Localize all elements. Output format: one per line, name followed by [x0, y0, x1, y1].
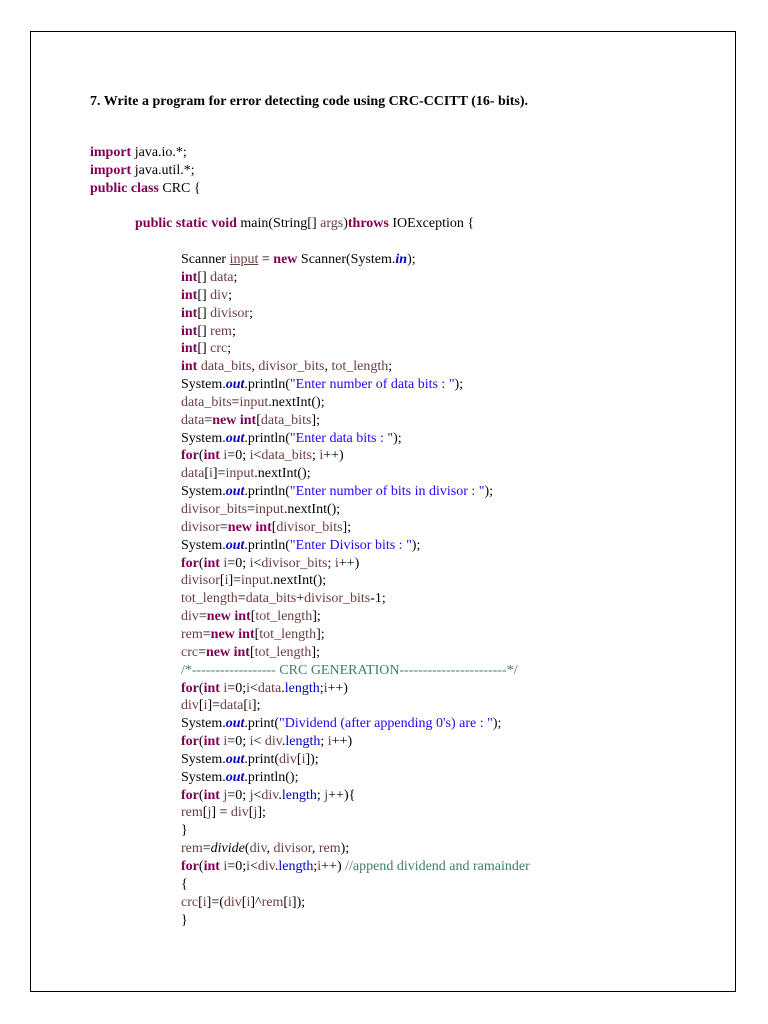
- code-token: for: [181, 734, 199, 749]
- code-token: }: [181, 913, 188, 928]
- code-token: );: [407, 252, 416, 267]
- code-token: i: [317, 859, 322, 874]
- code-token: [: [248, 805, 254, 820]
- code-token: =0;: [227, 859, 247, 874]
- code-token: div: [264, 734, 282, 749]
- code-token: div: [261, 788, 279, 803]
- code-token: [: [219, 573, 225, 588]
- code-token: int: [203, 734, 220, 749]
- code-token: System.: [181, 377, 226, 392]
- code-token: i: [223, 681, 228, 696]
- code-token: IOException {: [388, 216, 475, 231]
- code-token: (: [198, 859, 204, 874]
- code-line: [181, 876, 188, 894]
- code-token: main(String[]: [236, 216, 321, 231]
- code-token: -1;: [370, 591, 386, 606]
- code-line: [181, 555, 359, 573]
- code-token: throws: [347, 216, 389, 231]
- code-token: new int: [227, 520, 272, 535]
- code-token: i: [202, 895, 207, 910]
- code-line: [181, 644, 320, 662]
- code-line: [181, 430, 402, 448]
- code-token: ];: [311, 413, 320, 428]
- code-token: i: [223, 556, 228, 571]
- code-line: [181, 769, 298, 787]
- code-token: i: [209, 466, 213, 481]
- code-token: div: [279, 752, 297, 767]
- code-token: divisor_bits: [258, 359, 325, 374]
- code-token: );: [340, 841, 350, 856]
- code-token: [: [250, 609, 256, 624]
- code-token: System.: [181, 770, 226, 785]
- code-line: [181, 608, 321, 626]
- code-token: input: [225, 466, 255, 481]
- code-token: .println(: [244, 538, 290, 553]
- code-token: public static void: [135, 216, 237, 231]
- code-token: i: [246, 895, 251, 910]
- code-line: [135, 215, 474, 233]
- code-token: div: [249, 841, 267, 856]
- code-token: .: [274, 859, 279, 874]
- code-token: ]=: [207, 698, 221, 713]
- code-token: i: [224, 573, 229, 588]
- code-token: divisor_bits: [261, 556, 328, 571]
- code-token: System.: [181, 716, 226, 731]
- code-token: data_bits: [245, 591, 297, 606]
- code-token: .print(: [244, 752, 280, 767]
- code-token: j: [253, 805, 258, 820]
- code-token: for: [181, 556, 199, 571]
- code-token: []: [197, 288, 211, 303]
- code-token: "Enter number of data bits : ": [289, 377, 455, 392]
- code-token: [: [243, 698, 249, 713]
- code-token: new: [273, 252, 298, 267]
- code-token: System.: [181, 538, 226, 553]
- code-token: div: [223, 895, 242, 910]
- code-token: tot_length: [255, 609, 313, 624]
- code-line: [90, 180, 201, 198]
- code-token: =: [198, 609, 207, 624]
- code-token: =0;: [227, 734, 250, 749]
- code-token: rem: [181, 805, 203, 820]
- code-token: new int: [206, 609, 251, 624]
- code-token: ,: [266, 841, 274, 856]
- code-token: data: [210, 270, 234, 285]
- code-token: =: [247, 502, 256, 517]
- code-token: ++): [338, 556, 360, 571]
- code-token: i: [288, 895, 292, 910]
- code-line: [181, 305, 253, 323]
- code-token: +: [296, 591, 305, 606]
- code-token: new int: [210, 627, 255, 642]
- code-token: divisor_bits: [304, 591, 371, 606]
- code-token: .println();: [244, 770, 299, 785]
- code-token: new int: [206, 645, 250, 660]
- code-line: [90, 162, 195, 180]
- code-token: data: [181, 413, 205, 428]
- code-token: (: [198, 734, 204, 749]
- code-token: divisor: [181, 520, 220, 535]
- code-line: [181, 751, 319, 769]
- code-token: []: [197, 341, 211, 356]
- code-token: out: [225, 484, 245, 499]
- code-token: ] =: [211, 805, 231, 820]
- code-token: div: [181, 698, 199, 713]
- code-token: ];: [312, 609, 321, 624]
- code-token: input: [241, 573, 270, 588]
- code-token: i: [223, 859, 228, 874]
- code-token: out: [225, 431, 245, 446]
- code-token: data: [257, 681, 282, 696]
- code-line: [181, 680, 348, 698]
- code-token: ];: [316, 627, 325, 642]
- code-line: [181, 269, 237, 287]
- code-token: .println(: [244, 431, 290, 446]
- code-token: ;: [313, 859, 318, 874]
- code-line: [181, 251, 416, 269]
- code-token: j: [324, 788, 329, 803]
- code-token: );: [411, 538, 421, 553]
- code-line: [181, 519, 351, 537]
- code-token: args: [320, 216, 344, 231]
- code-token: int: [181, 270, 198, 285]
- code-token: data: [181, 466, 205, 481]
- code-line: [181, 537, 420, 555]
- code-token: ++): [323, 448, 344, 463]
- code-line: [181, 840, 349, 858]
- code-token: crc: [181, 895, 199, 910]
- code-token: crc: [210, 341, 228, 356]
- code-token: tot_length: [254, 645, 312, 660]
- code-line: [181, 323, 236, 341]
- code-token: .: [281, 681, 285, 696]
- code-token: length: [284, 681, 320, 696]
- code-line: [181, 501, 340, 519]
- code-token: ;: [388, 359, 393, 374]
- code-token: //append dividend and ramainder: [345, 859, 530, 874]
- code-token: data_bits: [181, 395, 232, 410]
- code-token: );: [484, 484, 494, 499]
- code-token: (: [198, 788, 204, 803]
- code-token: ];: [342, 520, 352, 535]
- code-token: divisor_bits: [181, 502, 248, 517]
- code-token: div: [230, 805, 249, 820]
- code-token: ): [343, 216, 348, 231]
- code-line: [181, 465, 311, 483]
- code-token: ++): [327, 681, 348, 696]
- code-line: [181, 340, 231, 358]
- code-token: i: [327, 734, 332, 749]
- code-token: (: [198, 448, 204, 463]
- code-token: "Enter Divisor bits : ": [289, 538, 412, 553]
- code-line: [181, 483, 493, 501]
- code-line: [181, 358, 392, 376]
- code-token: input: [239, 395, 269, 410]
- code-token: System.: [181, 484, 226, 499]
- code-token: data_bits: [200, 359, 252, 374]
- code-token: j: [249, 788, 254, 803]
- code-token: int: [203, 556, 220, 571]
- code-line: [181, 697, 260, 715]
- code-token: ;: [227, 341, 232, 356]
- code-line: [181, 733, 352, 751]
- code-token: =: [258, 252, 274, 267]
- code-token: =: [204, 413, 213, 428]
- code-token: [: [254, 627, 260, 642]
- document-title: 7. Write a program for error detecting code using CRC-CCITT (16- bits).: [90, 94, 528, 109]
- code-token: data_bits: [261, 448, 312, 463]
- code-token: int: [181, 359, 198, 374]
- code-token: <: [249, 681, 258, 696]
- code-token: div: [181, 609, 199, 624]
- code-token: crc: [181, 645, 199, 660]
- code-token: new int: [212, 413, 257, 428]
- code-token: ]^: [250, 895, 262, 910]
- code-token: =0;: [227, 448, 250, 463]
- code-token: <: [253, 734, 265, 749]
- code-token: rem: [210, 324, 232, 339]
- code-token: .println(: [244, 377, 290, 392]
- code-token: .: [281, 734, 286, 749]
- code-token: [: [204, 466, 209, 481]
- code-token: [: [198, 698, 204, 713]
- code-token: {: [181, 877, 188, 892]
- code-token: out: [225, 752, 245, 767]
- code-token: <: [249, 859, 258, 874]
- code-line: [181, 447, 344, 465]
- code-token: .nextInt();: [283, 502, 341, 517]
- code-token: <: [253, 448, 262, 463]
- code-token: int: [181, 324, 198, 339]
- code-token: [: [241, 895, 247, 910]
- code-token: [: [198, 895, 203, 910]
- code-token: [: [296, 752, 302, 767]
- code-token: int: [203, 859, 220, 874]
- code-token: .println(: [244, 484, 290, 499]
- code-token: ]=(: [206, 895, 224, 910]
- code-token: length: [281, 788, 317, 803]
- code-token: [: [271, 520, 277, 535]
- code-token: div: [257, 859, 275, 874]
- code-token: Scanner: [181, 252, 230, 267]
- code-token: .nextInt();: [254, 466, 311, 481]
- code-token: i: [249, 556, 254, 571]
- code-token: i: [323, 681, 328, 696]
- code-token: divisor: [273, 841, 312, 856]
- code-token: int: [203, 448, 220, 463]
- code-token: i: [203, 698, 208, 713]
- code-token: []: [197, 324, 211, 339]
- code-token: tot_length: [181, 591, 238, 606]
- code-line: [181, 376, 463, 394]
- code-line: [181, 804, 266, 822]
- code-token: out: [225, 538, 245, 553]
- code-token: int: [203, 788, 220, 803]
- code-token: div: [210, 288, 229, 303]
- code-token: =: [202, 841, 211, 856]
- code-token: =: [198, 645, 206, 660]
- code-token: ++){: [328, 788, 356, 803]
- code-token: rem: [181, 841, 203, 856]
- code-line: [181, 590, 386, 608]
- code-token: =: [231, 395, 240, 410]
- code-token: java.io.*;: [131, 145, 187, 160]
- code-token: );: [454, 377, 464, 392]
- code-token: i: [223, 448, 228, 463]
- code-token: "Enter number of bits in divisor : ": [289, 484, 485, 499]
- code-line: [181, 894, 305, 912]
- code-line: [181, 626, 325, 644]
- code-token: ]);: [291, 895, 306, 910]
- code-token: i: [246, 681, 250, 696]
- code-token: i: [246, 859, 250, 874]
- code-token: (: [244, 841, 250, 856]
- code-token: System.: [181, 752, 226, 767]
- code-token: data_bits: [260, 413, 312, 428]
- code-token: =0;: [227, 788, 250, 803]
- code-token: int: [181, 341, 198, 356]
- code-token: (: [198, 556, 204, 571]
- code-token: <: [253, 788, 262, 803]
- code-token: length: [278, 859, 314, 874]
- code-token: [: [283, 895, 289, 910]
- code-token: public class: [90, 181, 159, 196]
- code-line: [181, 394, 325, 412]
- code-token: ]);: [305, 752, 319, 767]
- code-token: int: [181, 288, 198, 303]
- code-token: <: [253, 556, 262, 571]
- code-line: [181, 715, 501, 733]
- code-line: [181, 822, 188, 840]
- code-token: .nextInt();: [268, 395, 325, 410]
- code-token: input: [255, 502, 284, 517]
- code-token: ;: [228, 288, 232, 303]
- code-token: divisor: [210, 306, 250, 321]
- code-token: );: [492, 716, 502, 731]
- code-token: [: [249, 645, 255, 660]
- code-token: ];: [311, 645, 320, 660]
- code-line: [181, 787, 355, 805]
- code-token: "Enter data bits : ": [289, 431, 394, 446]
- code-token: [: [256, 413, 261, 428]
- code-token: ,: [311, 841, 319, 856]
- code-token: ;: [231, 324, 236, 339]
- code-token: i: [319, 448, 324, 463]
- code-token: in: [395, 252, 408, 267]
- code-token: i: [223, 734, 228, 749]
- code-token: int: [181, 306, 198, 321]
- code-token: rem: [261, 895, 284, 910]
- code-token: out: [225, 377, 245, 392]
- code-line: [181, 572, 326, 590]
- code-line: [90, 144, 187, 162]
- code-token: divide: [210, 841, 245, 856]
- code-token: ];: [257, 805, 266, 820]
- code-token: []: [197, 306, 211, 321]
- code-line: [181, 412, 320, 430]
- code-token: for: [181, 681, 199, 696]
- code-token: rem: [181, 627, 203, 642]
- code-token: for: [181, 448, 199, 463]
- code-token: java.util.*;: [131, 163, 195, 178]
- code-token: import: [90, 145, 132, 160]
- code-token: []: [197, 270, 211, 285]
- code-token: int: [203, 681, 220, 696]
- code-token: .nextInt();: [269, 573, 327, 588]
- code-token: ;: [249, 306, 253, 321]
- code-token: ;: [320, 734, 328, 749]
- code-token: ;: [316, 788, 325, 803]
- code-token: i: [248, 698, 252, 713]
- code-token: out: [225, 770, 245, 785]
- code-token: ];: [251, 698, 261, 713]
- code-token: .: [278, 788, 282, 803]
- code-token: out: [225, 716, 245, 731]
- code-token: =: [237, 591, 246, 606]
- code-token: /*------------------ CRC GENERATION-----------------------*/: [181, 663, 518, 678]
- code-token: data: [220, 698, 244, 713]
- code-token: [: [202, 805, 208, 820]
- code-token: =0;: [227, 556, 250, 571]
- code-token: i: [249, 734, 254, 749]
- code-token: =0;: [227, 681, 247, 696]
- code-token: ,: [324, 359, 332, 374]
- code-token: );: [393, 431, 402, 446]
- code-token: ;: [319, 681, 324, 696]
- code-token: i: [301, 752, 306, 767]
- code-token: j: [207, 805, 212, 820]
- code-token: =: [219, 520, 228, 535]
- code-token: "Dividend (after appending 0's) are : ": [279, 716, 493, 731]
- code-line: [181, 287, 232, 305]
- code-line: [181, 662, 518, 680]
- code-token: CRC {: [158, 181, 201, 196]
- code-line: [181, 858, 530, 876]
- code-token: i: [249, 448, 254, 463]
- code-token: ;: [311, 448, 320, 463]
- code-token: (: [198, 681, 204, 696]
- code-token: input: [229, 252, 259, 267]
- code-token: for: [181, 859, 199, 874]
- code-token: System.: [181, 431, 226, 446]
- code-token: .print(: [244, 716, 280, 731]
- code-token: ++): [321, 859, 346, 874]
- code-token: }: [181, 823, 188, 838]
- code-token: tot_length: [259, 627, 317, 642]
- code-token: ++): [331, 734, 353, 749]
- code-token: divisor_bits: [276, 520, 343, 535]
- code-token: length: [285, 734, 321, 749]
- code-token: ;: [233, 270, 238, 285]
- code-token: ;: [327, 556, 335, 571]
- code-token: i: [334, 556, 339, 571]
- code-token: Scanner(System.: [297, 252, 396, 267]
- code-token: divisor: [181, 573, 220, 588]
- code-token: rem: [318, 841, 341, 856]
- code-token: ]=: [212, 466, 226, 481]
- code-line: [181, 912, 188, 930]
- code-token: tot_length: [331, 359, 389, 374]
- code-token: import: [90, 163, 132, 178]
- code-token: ]=: [228, 573, 242, 588]
- code-token: for: [181, 788, 199, 803]
- code-token: ,: [251, 359, 259, 374]
- code-token: j: [223, 788, 228, 803]
- code-token: =: [202, 627, 211, 642]
